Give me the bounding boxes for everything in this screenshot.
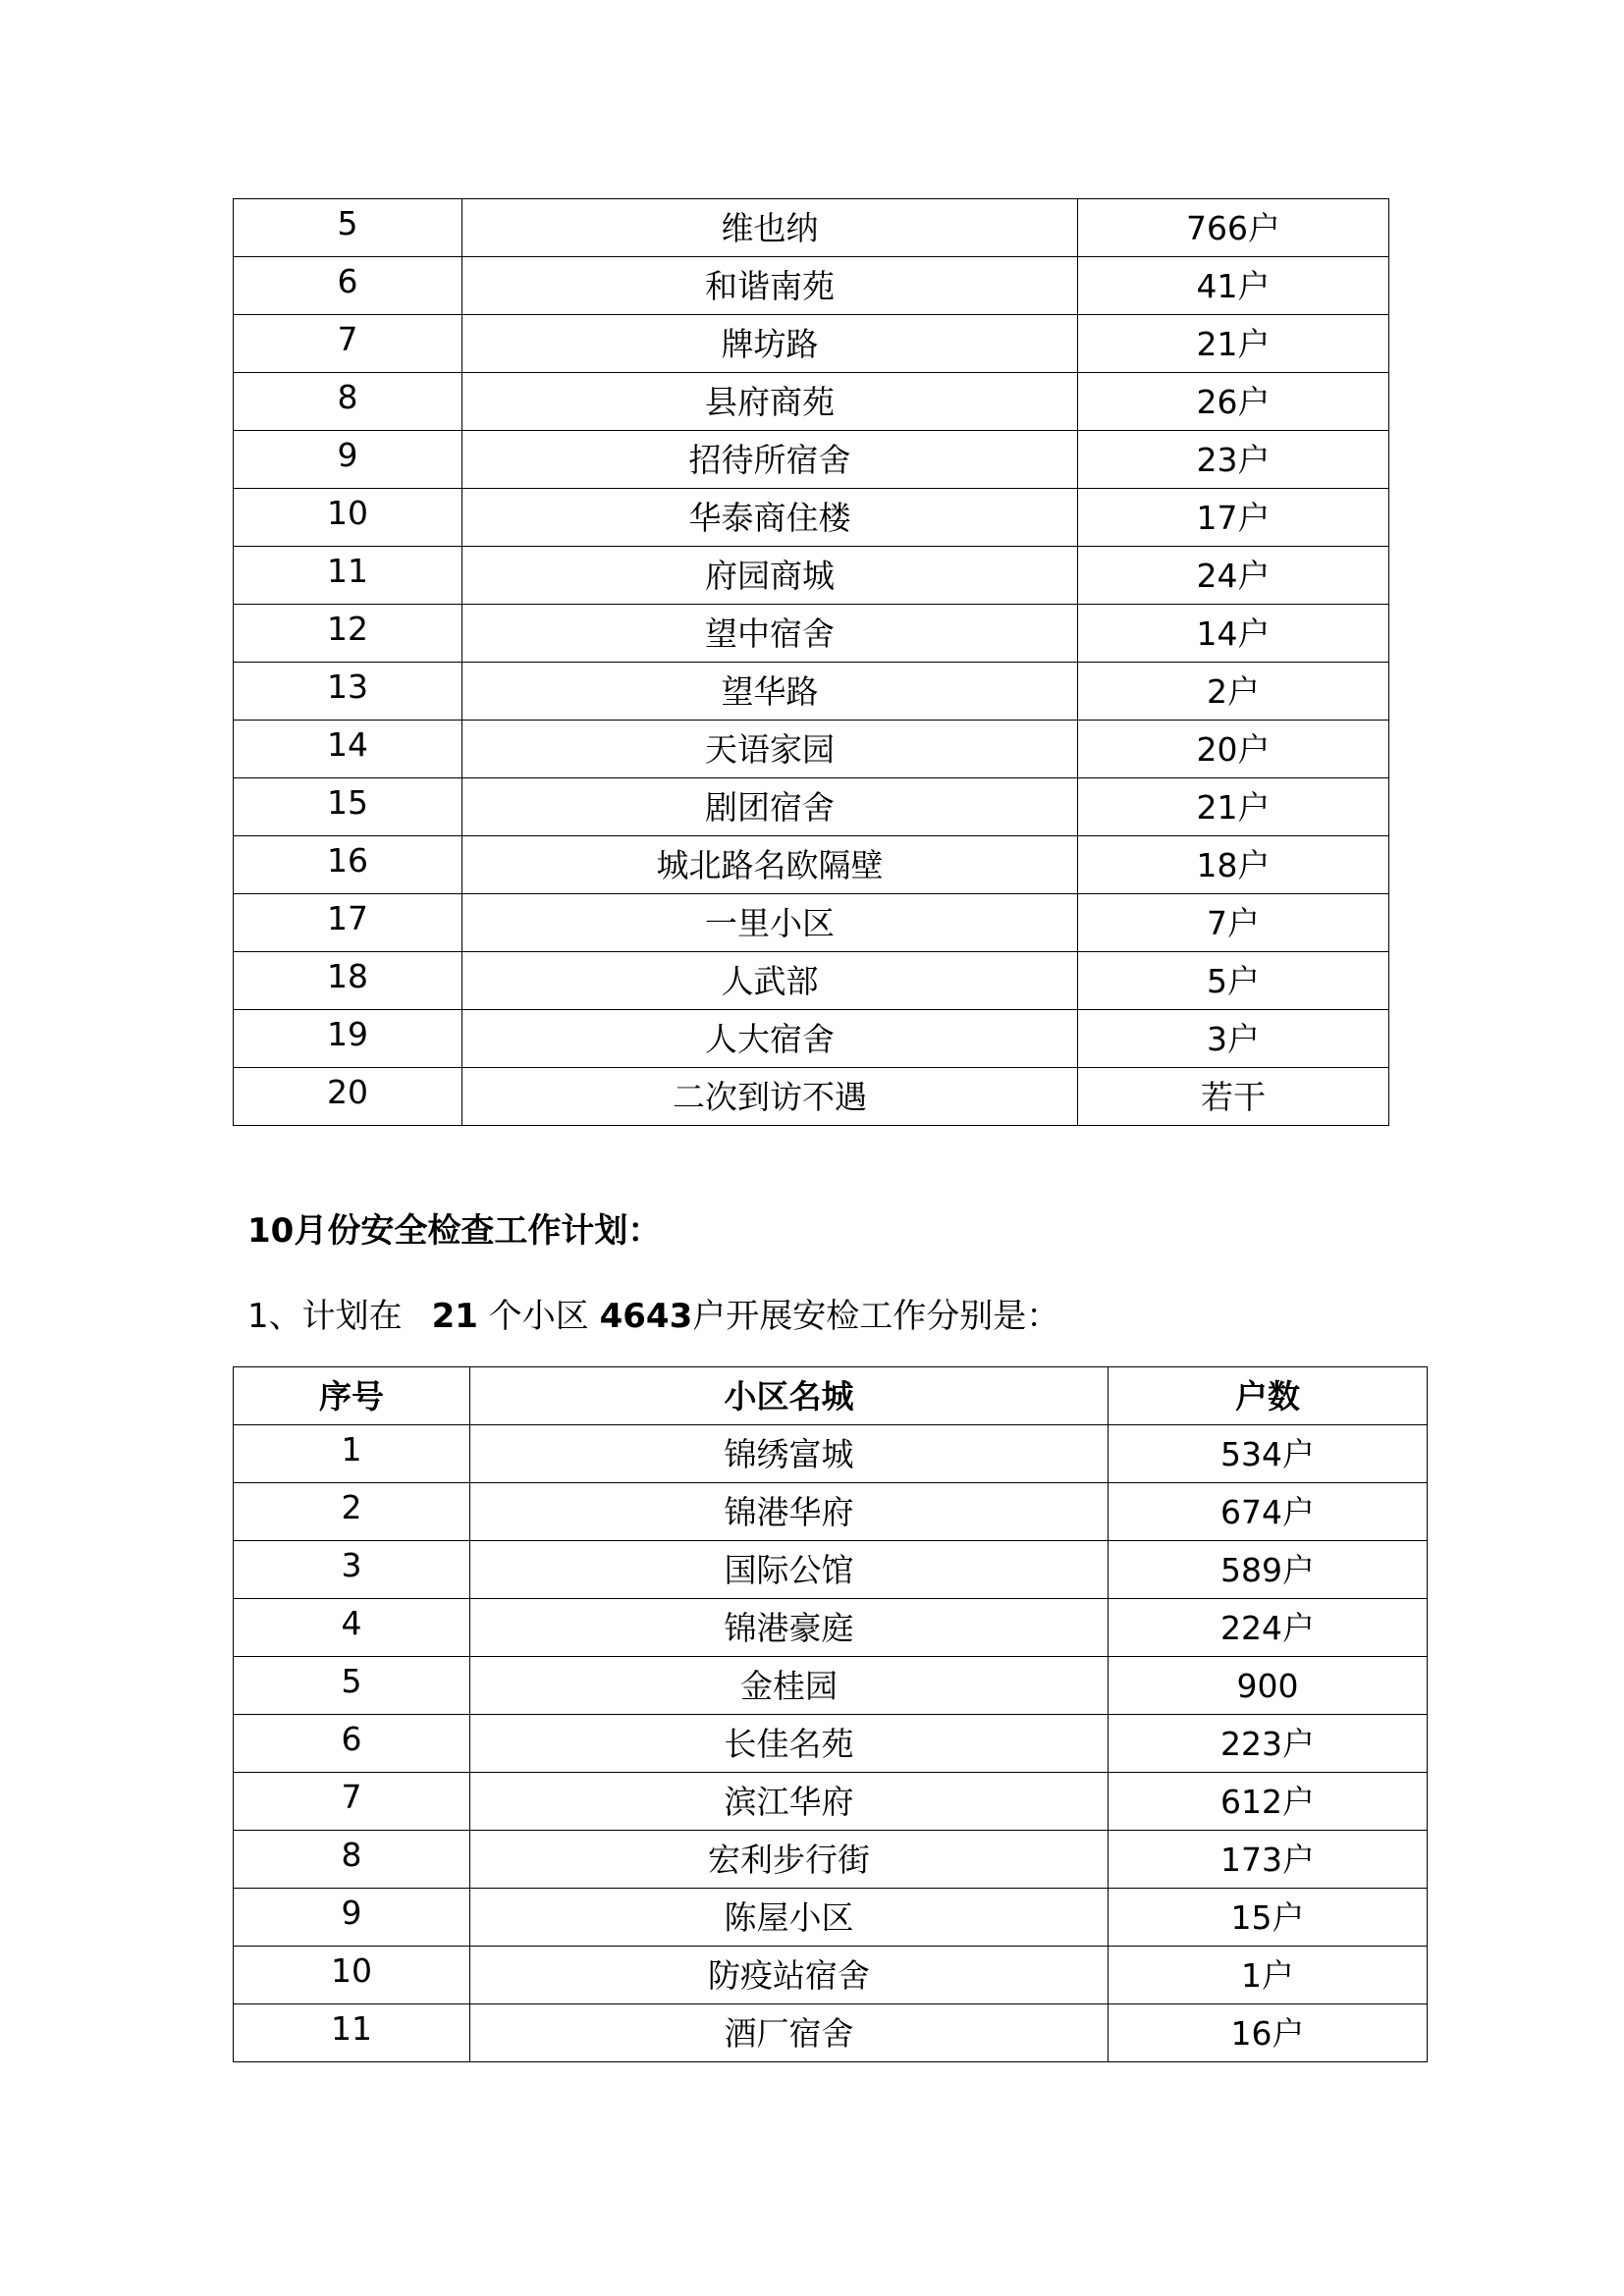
table-row [234, 1068, 1389, 1126]
household-count-cell: 7户 [1078, 894, 1389, 952]
table-row [234, 1657, 1428, 1715]
community-name-cell: 二次到访不遇 [462, 1068, 1078, 1126]
household-count-cell: 24户 [1078, 547, 1389, 605]
community-name-cell: 华泰商住楼 [462, 489, 1078, 547]
community-name-cell: 招待所宿舍 [462, 431, 1078, 489]
household-count-cell: 21户 [1078, 778, 1389, 836]
community-name-cell: 长佳名苑 [470, 1715, 1109, 1773]
community-name-cell: 府园商城 [462, 547, 1078, 605]
community-name-cell: 陈屋小区 [470, 1889, 1109, 1947]
community-name-cell: 防疫站宿舍 [470, 1947, 1109, 2004]
community-name-cell: 锦绣富城 [470, 1425, 1109, 1483]
table-row [234, 315, 1389, 373]
community-name-cell: 城北路名欧隔壁 [462, 836, 1078, 894]
serial-number-cell: 1 [234, 1425, 470, 1483]
plan-summary-line [247, 1289, 1059, 1337]
serial-number-cell: 4 [234, 1599, 470, 1657]
household-count-cell: 1户 [1109, 1947, 1428, 2004]
serial-number-cell: 8 [234, 1831, 470, 1889]
table-row [234, 1947, 1428, 2004]
community-name-cell: 剧团宿舍 [462, 778, 1078, 836]
table-row [234, 373, 1389, 431]
serial-number-cell: 18 [234, 952, 462, 1010]
serial-number-cell: 11 [234, 547, 462, 605]
table-row [234, 1831, 1428, 1889]
community-name-cell: 牌坊路 [462, 315, 1078, 373]
table-row [234, 1773, 1428, 1831]
community-name-cell: 人大宿舍 [462, 1010, 1078, 1068]
serial-number-cell: 9 [234, 431, 462, 489]
table-row [234, 1010, 1389, 1068]
serial-number-cell: 8 [234, 373, 462, 431]
community-name-cell: 县府商苑 [462, 373, 1078, 431]
community-name-cell: 锦港华府 [470, 1483, 1109, 1541]
household-count-cell: 20户 [1078, 721, 1389, 778]
serial-number-cell: 10 [234, 1947, 470, 2004]
table-row [234, 836, 1389, 894]
table-row [234, 605, 1389, 663]
community-name-cell: 滨江华府 [470, 1773, 1109, 1831]
household-count-cell: 5户 [1078, 952, 1389, 1010]
serial-number-cell: 17 [234, 894, 462, 952]
plan-prefix: 1、计划在 [247, 1297, 403, 1336]
household-count-cell: 15户 [1109, 1889, 1428, 1947]
community-table-continued-body [234, 199, 1389, 1126]
household-count-cell: 17户 [1078, 489, 1389, 547]
table-row [234, 894, 1389, 952]
household-count-cell: 173户 [1109, 1831, 1428, 1889]
serial-number-cell: 3 [234, 1541, 470, 1599]
community-name-cell: 人武部 [462, 952, 1078, 1010]
community-name-cell: 宏利步行街 [470, 1831, 1109, 1889]
table-row [234, 1715, 1428, 1773]
household-count-cell: 766户 [1078, 199, 1389, 257]
serial-number-cell: 11 [234, 2004, 470, 2062]
table-row [234, 257, 1389, 315]
household-count-cell: 41户 [1078, 257, 1389, 315]
household-count-cell: 223户 [1109, 1715, 1428, 1773]
household-count-cell: 若干 [1078, 1068, 1389, 1126]
serial-number-cell: 7 [234, 315, 462, 373]
serial-number-cell: 16 [234, 836, 462, 894]
community-name-cell: 天语家园 [462, 721, 1078, 778]
table-row [234, 663, 1389, 721]
community-name-cell: 和谐南苑 [462, 257, 1078, 315]
table-row [234, 778, 1389, 836]
plan-suffix: 户开展安检工作分别是： [692, 1297, 1060, 1336]
header-serial-number: 序号 [234, 1367, 470, 1425]
serial-number-cell: 5 [234, 199, 462, 257]
household-count-cell: 900 [1109, 1657, 1428, 1715]
serial-number-cell: 5 [234, 1657, 470, 1715]
serial-number-cell: 9 [234, 1889, 470, 1947]
table-row [234, 489, 1389, 547]
table-row [234, 721, 1389, 778]
plan-middle: 个小区 [488, 1297, 589, 1336]
table-row [234, 1541, 1428, 1599]
serial-number-cell: 19 [234, 1010, 462, 1068]
household-count-cell: 674户 [1109, 1483, 1428, 1541]
household-count-cell: 589户 [1109, 1541, 1428, 1599]
household-count-cell: 3户 [1078, 1010, 1389, 1068]
community-name-cell: 望华路 [462, 663, 1078, 721]
table-row [234, 431, 1389, 489]
household-count-cell: 2户 [1078, 663, 1389, 721]
table-header-row [234, 1367, 1428, 1425]
household-count-cell: 18户 [1078, 836, 1389, 894]
serial-number-cell: 6 [234, 1715, 470, 1773]
serial-number-cell: 2 [234, 1483, 470, 1541]
table-row [234, 1483, 1428, 1541]
table-row [234, 547, 1389, 605]
table-row [234, 1425, 1428, 1483]
community-name-cell: 维也纳 [462, 199, 1078, 257]
table-row [234, 1889, 1428, 1947]
table-row [234, 1599, 1428, 1657]
household-count-cell: 23户 [1078, 431, 1389, 489]
household-count-cell: 534户 [1109, 1425, 1428, 1483]
serial-number-cell: 14 [234, 721, 462, 778]
header-household-count: 户数 [1109, 1367, 1428, 1425]
header-community-name: 小区名城 [470, 1367, 1109, 1425]
household-count-cell: 21户 [1078, 315, 1389, 373]
household-count-cell: 16户 [1109, 2004, 1428, 2062]
plan-community-count: 21 [431, 1297, 478, 1336]
household-count-cell: 14户 [1078, 605, 1389, 663]
community-name-cell: 锦港豪庭 [470, 1599, 1109, 1657]
plan-household-count: 4643 [599, 1297, 693, 1336]
community-table-continued [233, 198, 1389, 1126]
community-name-cell: 国际公馆 [470, 1541, 1109, 1599]
serial-number-cell: 15 [234, 778, 462, 836]
household-count-cell: 612户 [1109, 1773, 1428, 1831]
table-row [234, 199, 1389, 257]
serial-number-cell: 13 [234, 663, 462, 721]
community-name-cell: 一里小区 [462, 894, 1078, 952]
october-plan-table-body [234, 1425, 1428, 2062]
household-count-cell: 26户 [1078, 373, 1389, 431]
october-plan-heading: 10月份安全检查工作计划： [247, 1211, 662, 1251]
community-name-cell: 酒厂宿舍 [470, 2004, 1109, 2062]
community-name-cell: 金桂园 [470, 1657, 1109, 1715]
serial-number-cell: 12 [234, 605, 462, 663]
serial-number-cell: 10 [234, 489, 462, 547]
serial-number-cell: 20 [234, 1068, 462, 1126]
october-plan-table [233, 1366, 1428, 2062]
table-row [234, 2004, 1428, 2062]
serial-number-cell: 7 [234, 1773, 470, 1831]
household-count-cell: 224户 [1109, 1599, 1428, 1657]
community-name-cell: 望中宿舍 [462, 605, 1078, 663]
table-row [234, 952, 1389, 1010]
serial-number-cell: 6 [234, 257, 462, 315]
